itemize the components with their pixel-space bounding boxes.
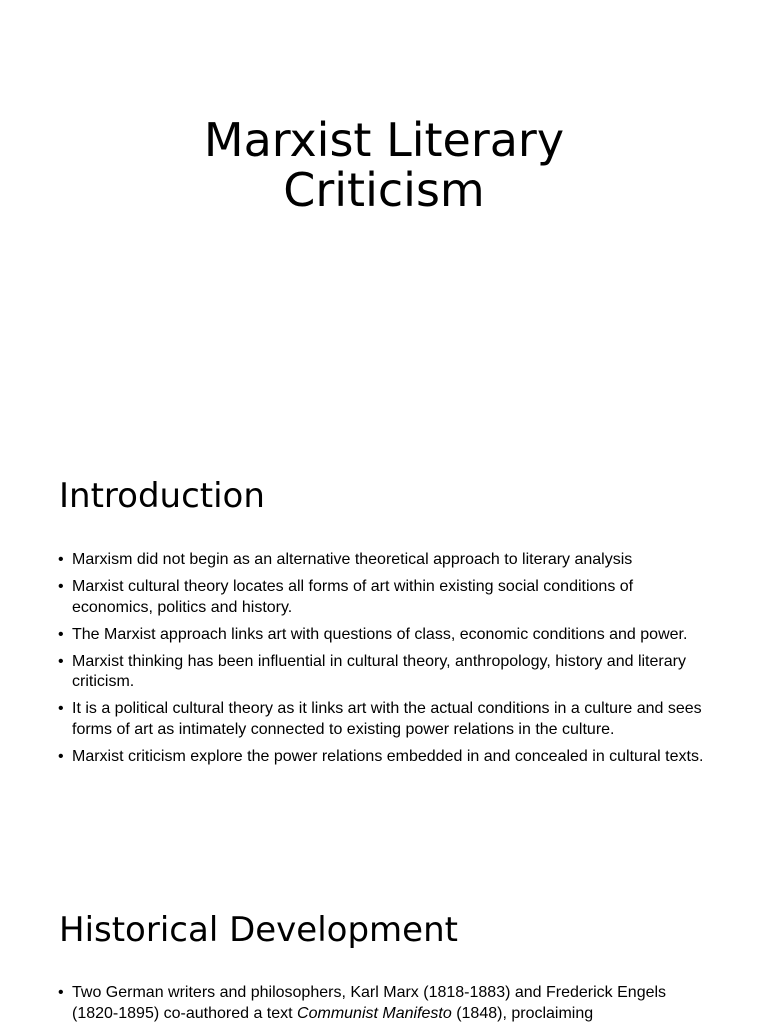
- title-line-2: Criticism: [283, 163, 485, 217]
- bullet-marker: •: [58, 700, 64, 717]
- bullet-text: It is a political cultural theory as it links art with the actual conditions in a culture and sees forms of art as intimately connected to existing power relations in the culture.: [72, 700, 702, 738]
- book-title: Communist Manifesto: [297, 1004, 452, 1022]
- list-item: [58, 747, 708, 768]
- bullet-marker: •: [58, 984, 64, 1001]
- bullet-text: The Marxist approach links art with questions of class, economic conditions and power.: [72, 625, 688, 643]
- list-item: [58, 699, 708, 740]
- bullet-marker: •: [58, 578, 64, 595]
- bullet-text: Marxist thinking has been influential in cultural theory, anthropology, history and literary criticism.: [72, 652, 686, 690]
- bullet-list: [58, 983, 708, 1024]
- list-item: [58, 652, 708, 693]
- bullet-text: Marxist criticism explore the power relations embedded in and concealed in cultural texts.: [72, 747, 704, 765]
- bullet-text: Marxism did not begin as an alternative theoretical approach to literary analysis: [72, 551, 633, 568]
- list-item: [58, 550, 708, 571]
- bullet-marker: •: [58, 625, 64, 643]
- bullet-text-part-1: Two German writers and philosophers, Karl Marx (1818-1883) and Frederick Engels (1820-1895) co-authored a text: [72, 984, 667, 1022]
- list-item: [58, 983, 708, 1024]
- slide-heading: Historical Development: [59, 910, 458, 950]
- title-line-1: Marxist Literary: [203, 113, 565, 167]
- historical-development-slide: [0, 860, 768, 1024]
- title-slide: [0, 0, 768, 430]
- bullet-marker: •: [58, 652, 64, 670]
- list-item: [58, 625, 708, 646]
- introduction-slide: [0, 430, 768, 860]
- bullet-marker: •: [58, 551, 64, 568]
- bullet-list: [58, 550, 708, 774]
- slide-heading: Introduction: [59, 476, 265, 516]
- list-item: [58, 577, 708, 618]
- bullet-text-part-2: (1848), proclaiming: [451, 1004, 594, 1022]
- bullet-text: Marxist cultural theory locates all forms of art within existing social conditions of economics, politics and history.: [72, 578, 634, 616]
- bullet-marker: •: [58, 747, 64, 765]
- slide-title: [0, 115, 768, 215]
